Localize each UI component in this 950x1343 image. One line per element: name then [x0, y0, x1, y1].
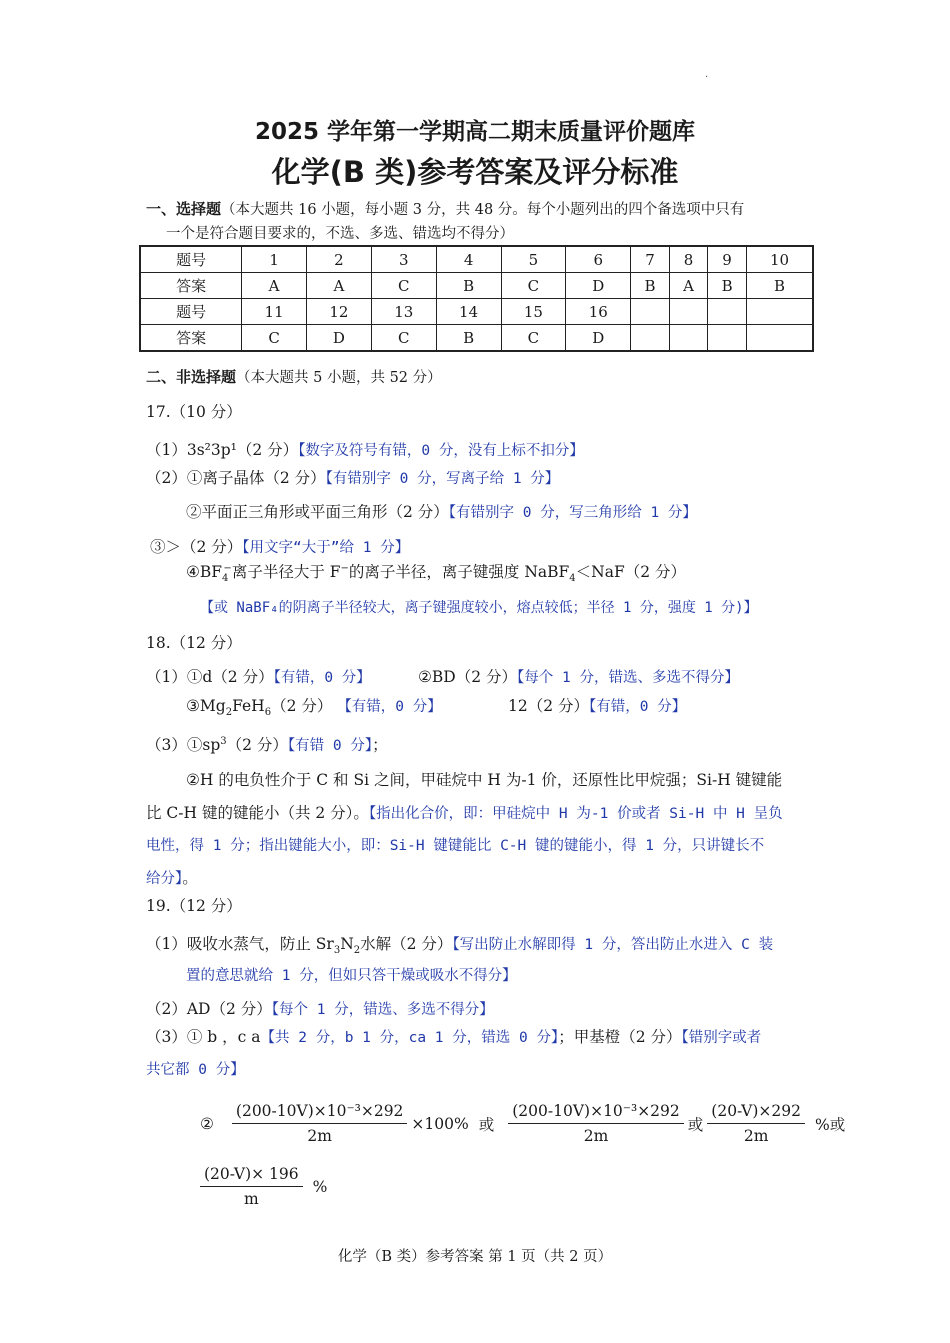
table-cell: 11: [242, 299, 307, 325]
table-cell: D: [307, 325, 372, 352]
q17-p2d-text-a: ④BF: [186, 563, 223, 581]
section1-heading: 一、选择题: [146, 200, 222, 218]
q17-p2a-note: 【有错别字 0 分，写离子给 1 分】: [325, 471, 560, 487]
choice-answer-table: [139, 245, 814, 352]
table-cell: [669, 325, 707, 352]
q19-part2: [146, 997, 494, 1019]
q18-p3b-note1: 【指出化合价，即：甲硅烷中 H 为-1 价或者 Si-H 中 H 呈负: [368, 806, 783, 822]
table-cell: C: [371, 325, 436, 352]
q17-part2a: [146, 466, 559, 488]
q19-p3-note2b: 共它都 0 分】: [146, 1062, 245, 1078]
q19-p1-text-c: 水解（2 分）: [360, 935, 453, 953]
q18-title: 18.（12 分）: [146, 634, 242, 652]
q19-formula-line: [200, 1102, 845, 1145]
q17-p2d-text-b: 离子半径大于 F: [231, 563, 341, 581]
q19-p3-note2a: 【错别字或者: [681, 1030, 762, 1046]
q18-p3a-text-a: （3）①sp: [146, 736, 221, 754]
table-label-q: 题号: [140, 246, 242, 273]
q18-p1c-text-b: FeH: [232, 697, 265, 715]
q17-p2c-note: 【用文字“大于”给 1 分】: [242, 540, 410, 556]
formula-3-denominator: 2m: [743, 1127, 769, 1145]
q18-part1c: $③Mg_2FeH_6(2$ 分） 【有错，0 分】: [186, 697, 442, 719]
table-cell: 3: [371, 246, 436, 273]
q19-p2-text: （2）AD（2 分）: [146, 1000, 272, 1018]
table-cell: [631, 299, 670, 325]
formula-fraction-1: [232, 1102, 408, 1145]
q18-p3b-end: 。: [182, 869, 198, 887]
table-label-a: 答案: [140, 273, 242, 299]
formula-4-tail: %: [312, 1177, 328, 1196]
q19-p3-mid: ；甲基橙（2 分）: [558, 1028, 682, 1046]
section1-note-line1: （本大题共 16 小题，每小题 3 分，共 48 分。每个小题列出的四个备选项中只有: [221, 202, 745, 218]
table-cell: B: [631, 273, 670, 299]
q18-p3a-text-b: （2 分）: [226, 736, 288, 754]
q18-p1d-note: 【有错，0 分】: [589, 699, 687, 715]
table-cell: 5: [501, 246, 566, 273]
q17-part2d: $④BF_4^-$离子半径大于 F−的离子半径，离子键强度 NaBF$_4$＜NaF（2 分）: [186, 562, 687, 585]
formula-3-tail: %或: [814, 1115, 846, 1134]
q17-p2d-note: 【或 NaBF₄的阴离子半径较大，离子键强度较小，熔点较低；半径 1 分，强度 1 分)】: [200, 600, 758, 616]
q17-p2b-text: ②平面正三角形或平面三角形（2 分）: [186, 503, 449, 521]
table-cell: D: [566, 273, 631, 299]
q17-p1-text: （1）3s²3p¹（2 分）: [146, 441, 299, 459]
q18-p1b-text: ②BD（2 分）: [418, 668, 518, 686]
table-cell: A: [242, 273, 307, 299]
q18-part1a: [146, 665, 371, 687]
formula-circle-label: ②: [200, 1114, 214, 1133]
table-cell: C: [501, 273, 566, 299]
q18-part1d: [508, 694, 686, 716]
table-cell: 1: [242, 246, 307, 273]
q18-p3b-line1: ②H 的电负性介于 C 和 Si 之间，甲硅烷中 H 为-1 价，还原性比甲烷强；Si-H 键键能: [186, 771, 783, 789]
table-cell: C: [371, 273, 436, 299]
table-cell: [631, 325, 670, 352]
q18-p3a-end: ；: [372, 736, 388, 754]
table-cell: 6: [566, 246, 631, 273]
q19-p3-note: 【共 2 分，b 1 分，ca 1 分，错选 0 分】: [260, 1030, 559, 1046]
table-cell: 16: [566, 299, 631, 325]
table-cell: 10: [746, 246, 813, 273]
q18-p3b-line2: [146, 801, 783, 823]
table-cell: C: [242, 325, 307, 352]
q17-part1: [146, 438, 584, 460]
q17-part2c: [150, 535, 409, 557]
q19-p1-text-b: N: [340, 935, 354, 953]
exam-title: 2025 学年第一学期高二期末质量评价题库: [254, 119, 696, 145]
q17-p2d-text-d: ＜NaF（2 分）: [575, 563, 687, 581]
q18-p3a-note: 【有错 0 分】: [287, 738, 373, 754]
table-cell: B: [708, 273, 747, 299]
q18-p1c-text-c: （2 分）: [271, 697, 333, 715]
table-cell: 15: [501, 299, 566, 325]
table-cell: [669, 299, 707, 325]
q19-p2-note: 【每个 1 分，错选、多选不得分】: [271, 1002, 494, 1018]
table-label-a: 答案: [140, 325, 242, 352]
table-cell: 7: [631, 246, 670, 273]
section2-heading-line: [146, 366, 442, 387]
q18-p1a-note: 【有错，0 分】: [273, 670, 371, 686]
q19-p1-note1: 【写出防止水解即得 1 分，答出防止水进入 C 装: [452, 937, 774, 953]
section2-heading: 二、非选择题: [146, 368, 237, 386]
q18-p3b-line4: [146, 866, 198, 888]
q18-p1a-text: （1）①d（2 分）: [146, 668, 274, 686]
formula-fraction-4: [200, 1165, 303, 1208]
table-cell: A: [307, 273, 372, 299]
formula-or-2: 或: [687, 1115, 704, 1134]
q18-part1b: [418, 665, 739, 687]
table-cell: 8: [669, 246, 707, 273]
table-cell: 14: [436, 299, 501, 325]
formula-4-numerator: (20-V)× 196: [200, 1165, 303, 1187]
section1-heading-line: [146, 198, 744, 219]
q18-p3b-note2: 电性，得 1 分；指出键能大小，即：Si-H 键键能比 C-H 键的键能小，得 1 分，只讲键长不: [146, 838, 765, 854]
formula-1-tail: ×100%: [411, 1114, 469, 1133]
table-row-a1: [140, 273, 813, 299]
q18-p3b-line2-text: 比 C-H 键的键能小（共 2 分）。: [146, 804, 369, 822]
q18-part3a: $(3)①sp^3(2$ 分）【有错 0 分】；: [146, 735, 388, 754]
table-cell: B: [746, 273, 813, 299]
answer-key-title: 化学(B 类)参考答案及评分标准: [271, 155, 679, 189]
q19-part3: [146, 1025, 761, 1047]
q19-p1-note2: 置的意思就给 1 分，但如只答干燥或吸水不得分】: [186, 968, 517, 984]
table-cell: D: [566, 325, 631, 352]
formula-1-denominator: 2m: [307, 1127, 332, 1145]
table-cell: 9: [708, 246, 747, 273]
formula-fraction-3: [707, 1102, 805, 1145]
q19-part1: （1）吸收水蒸气，防止 $Sr_3N_2$水解（2 分）【写出防止水解即得 1 分，答出防止水进入 C 装: [146, 935, 774, 957]
section1-note-line2: 一个是符合题目要求的，不选、多选、错选均不得分）: [166, 226, 514, 242]
formula-1-numerator: (200-10V)×10⁻³×292: [232, 1102, 408, 1124]
formula-or-1: 或: [478, 1115, 495, 1134]
table-cell: [708, 299, 747, 325]
table-cell: 2: [307, 246, 372, 273]
table-cell: [746, 299, 813, 325]
table-cell: [708, 325, 747, 352]
q18-p1c-note: 【有错，0 分】: [337, 699, 442, 715]
table-row-q1: [140, 246, 813, 273]
table-cell: B: [436, 273, 501, 299]
table-label-q: 题号: [140, 299, 242, 325]
q18-p1b-note: 【每个 1 分，错选、多选不得分】: [517, 670, 739, 686]
q17-part2b: [186, 500, 697, 522]
formula-2-denominator: 2m: [583, 1127, 609, 1145]
q18-p1c-text-a: ③Mg: [186, 697, 226, 715]
table-cell: [746, 325, 813, 352]
q17-p1-note: 【数字及符号有错，0 分，没有上标不扣分】: [298, 443, 584, 459]
q18-p1d-text: 12（2 分）: [508, 697, 590, 715]
table-cell: 13: [371, 299, 436, 325]
q19-p3-text: （3）① b ，c a: [146, 1028, 261, 1046]
table-row-q2: [140, 299, 813, 325]
q17-p2b-note: 【有错别字 0 分，写三角形给 1 分】: [448, 505, 697, 521]
q17-p2d-text-c: 的离子半径，离子键强度 NaBF: [348, 563, 570, 581]
formula-2-numerator: (200-10V)×10⁻³×292: [508, 1102, 684, 1124]
q17-p2a-text: （2）①离子晶体（2 分）: [146, 469, 326, 487]
q19-title: 19.（12 分）: [146, 897, 242, 915]
q17-title: 17.（10 分）: [146, 403, 242, 421]
q19-p1-text-a: （1）吸收水蒸气，防止 Sr: [146, 935, 334, 953]
page-footer: 化学（B 类）参考答案 第 1 页（共 2 页）: [337, 1249, 613, 1265]
q17-p2c-text: ③＞（2 分）: [150, 538, 243, 556]
table-cell: 4: [436, 246, 501, 273]
scan-speck: ·: [705, 72, 709, 83]
table-cell: C: [501, 325, 566, 352]
table-cell: 12: [307, 299, 372, 325]
table-row-a2: [140, 325, 813, 352]
formula-fraction-2: [508, 1102, 684, 1145]
q18-p3b-note3: 给分】: [146, 871, 183, 887]
formula-4-denominator: m: [243, 1190, 259, 1208]
q19-formula-line2: [196, 1165, 327, 1208]
table-cell: A: [669, 273, 707, 299]
table-cell: B: [436, 325, 501, 352]
formula-3-numerator: (20-V)×292: [707, 1102, 805, 1124]
section2-note: （本大题共 5 小题，共 52 分）: [236, 370, 442, 386]
